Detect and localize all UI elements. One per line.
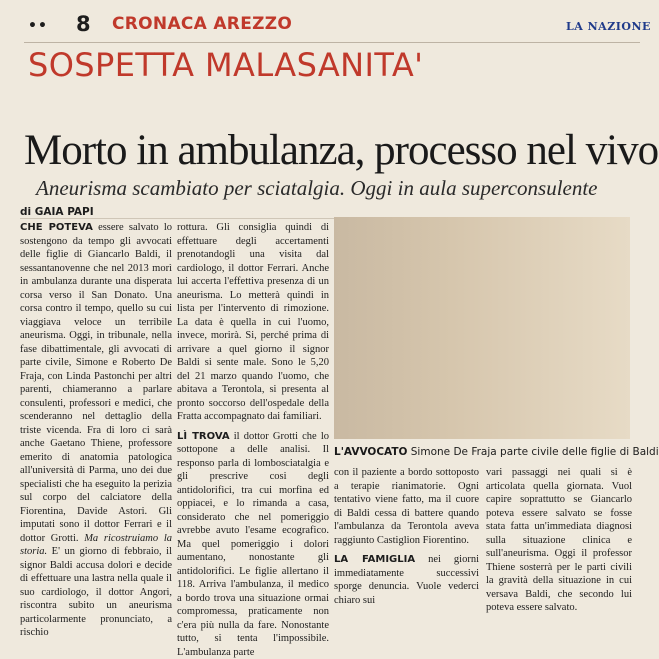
article-column-2 (177, 221, 329, 658)
column-1-italic: Ma ricostruiamo la storia. (20, 532, 172, 557)
article-byline: di GAIA PAPI (20, 206, 94, 218)
column-4-text: vari passaggi nei quali si è articolata quella giornata. Vuol capire soprattutto se Giancarlo poteva essere salvato se fosse stata fatta un'immediata diagnosi sulla situazione clinica e sull'aneurisma. Oggi il professor Thiene sosterrà per le parti civili la gravità della situazione in cui versava Baldi, che secondo lui poteva essere salvato. (486, 467, 632, 613)
column-1-text: essere salvato lo sostengono da tempo gli avvocati delle figlie di Giancarlo Baldi, il sessantanovenne che nel 2013 morì in ambulanza durante una disperata corsa verso il San Donato. Una corsa contro il tempo, quello su cui viaggiava veloce un terribile aneurisma. Oggi, in tribunale, nella fase dibattimentale, gli avvocati di parte civile, Simone e Roberto De Fraja, con Linda Pastonchi per altri parenti, chiameranno a parlare consulenti, professori e medici, che scenderanno nel dettaglio della triste vicenda. Fra di loro ci sarà anche Gaetano Thiene, professore emerito di anatomia patologica all'università di Parma, uno dei due specialisti che ha eseguito la perizia sul corpo del calciatore della Fiorentina, Davide Astori. Gli imputati sono il dottor Ferrari e il dottor Grotti. (20, 222, 172, 544)
article-standfirst: Aneurisma scambiato per sciatalgia. Oggi in aula superconsulente (36, 176, 598, 200)
section-title: CRONACA AREZZO (112, 14, 293, 34)
page-number: 8 (76, 12, 91, 36)
column-1-text-continued: E' un giorno di febbraio, il signor Baldi accusa dolori e decide di effettuare una lastra nella quale il suo cardiologo, il dottor Angori, riscontra subito un aneurisma particolarmente pronunciato, a rischio (20, 546, 173, 638)
column-1-lead: CHE POTEVA (20, 222, 93, 233)
header-rule (24, 42, 640, 43)
caption-lead: L'AVVOCATO (334, 446, 408, 458)
column-3-lead: LA FAMIGLIA (334, 554, 416, 565)
caption-text: Simone De Fraja parte civile delle figlie di Baldi (410, 446, 659, 458)
column-3-text: con il paziente a bordo sottoposto a terapie rianimatorie. Ogni tentativo viene fatto, ma il cuore di Baldi cessa di battere quando l'ambulanza da Terontola aveva raggiunto Castiglion Fiorentino. (334, 467, 479, 546)
column-3-text-continued: nei giorni immediatamente successivi sporge denuncia. Vuole vederci chiaro sui (334, 554, 479, 606)
column-2-text: rottura. Gli consiglia quindi di effettuare degli accertamenti prenotandogli una visita dal cardiologo, il dottor Ferrari. Anche lui accerta l'effettiva presenza di un aneurisma. Lo metterà quindi in lista per l'intervento di rimozione. La data è quella in cui l'uomo, invece, morirà. Si, perché prima di arrivare a quel giorno il signor Baldi si sente male. Sono le 5,20 del 21 marzo quando l'uomo, che abitava a Terontola, si presenta al pronto soccorso dell'ospedale della Fratta accompagnato dai familiari. (177, 222, 329, 422)
article-column-3 (334, 466, 479, 606)
article-kicker: SOSPETTA MALASANITA' (28, 46, 424, 84)
article-headline: Morto in ambulanza, processo nel vivo (24, 127, 659, 174)
article-column-1 (20, 221, 173, 638)
article-column-4 (486, 466, 632, 613)
lawyer-photo (334, 217, 630, 439)
photo-caption (334, 446, 659, 458)
newspaper-name: LA NAZIONE (566, 20, 651, 33)
page-marker-dots: •• (28, 18, 48, 34)
column-2-text-continued: il dottor Grotti che lo sottopone a delle analisi. Il responso parla di lombosciatalgia e gli prescrive cosi degli antidolorifici, tra cui morfina ed oppiacei, e lo rimanda a casa, considerato che nel pomeriggio avrebbe avuto l'esame ecografico. Ma quel pomeriggio i dolori aumentano, nonostante gli antidolorifici. Le figlie allertano il 118. Arriva l'ambulanza, il medico a bordo trova una situazione ormai compromessa, praticamente non c'era più nulla da fare. Nonostante tutto, si tenta l'impossibile. L'ambulanza parte (177, 430, 329, 658)
column-2-lead: LÌ TROVA (177, 430, 230, 442)
